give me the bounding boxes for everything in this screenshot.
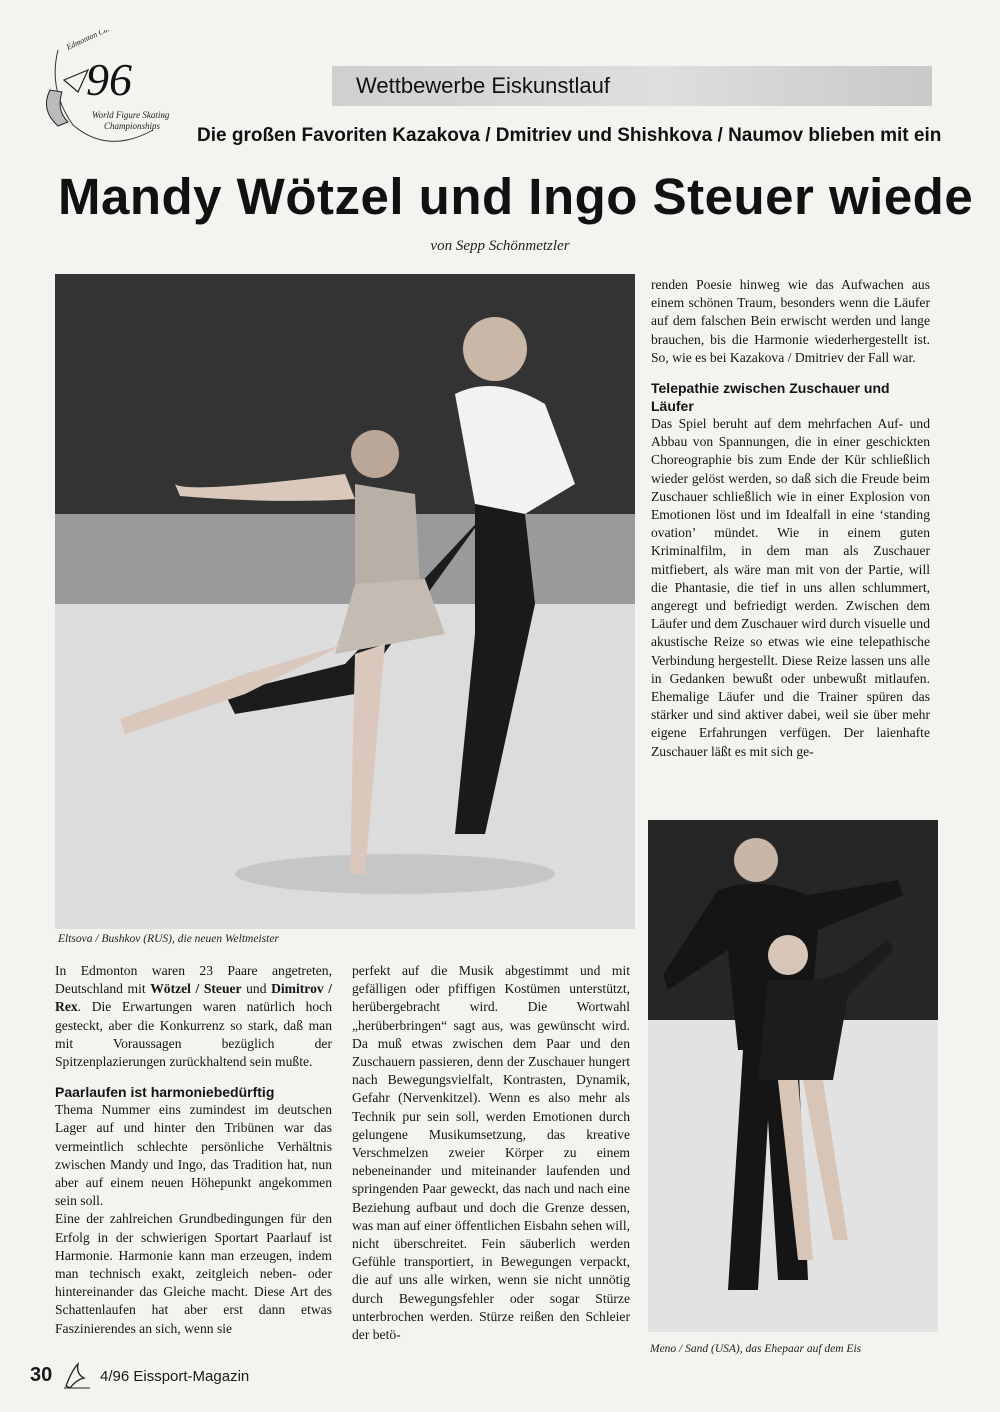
championship-logo: [28, 30, 198, 150]
paragraph: renden Poesie hinweg wie das Aufwachen aus einem schönen Traum, besonders wenn die Läufer auf dem falschen Bein erwischt werden und lange brauchen, bis die Harmonie wiederhergestellt ist. So, wie es bei Kazakova / Dmitriev der Fall war.: [651, 277, 930, 365]
pair-skating-photo-icon: [55, 274, 635, 929]
paragraph: Das Spiel beruht auf dem mehrfachen Auf- und Abbau von Spannungen, die in einer geschickten Choreographie bis zum Ende der Kür schließlich wieder gelöst werden, so daß sich die Freude beim Zuschauer schließlich wie in einer Explosion von Emotionen löst und im Idealfall in eine ‘standing ovation’ mündet. Wie in einem guten Kriminalfilm, in dem man als Zuschauer mitfiebert, als wäre man mit von der Partie, will die Phantasie, die tief in uns allen schlummert, angeregt und befriedigt werden. Zwischen dem Läufer und dem Zuschauer wird durch visuelle und akustische Reize so etwas wie eine telepathische Verbindung hergestellt. Diese Reize lassen uns alle in Gedanken bewußt oder unbewußt mitlaufen. Ehemalige Läufer und die Trainer spüren das stärker und sind aktiver dabei, weil sie über mehr eigene Erfahrungen verfügen. Der laienhafte Zuschauer läßt es mit sich ge-: [651, 416, 930, 759]
photo-pair-skaters-eltsova-bushkov: [55, 274, 635, 929]
subheading: Paarlaufen ist harmoniebedürftig: [55, 1084, 275, 1101]
logo-arc-text: Edmonton Canada: [65, 30, 124, 52]
page-number: 30: [30, 1364, 53, 1386]
paragraph: perfekt auf die Musik abgestimmt und mit gefälligen oder pfiffigen Kostümen unterstützt, herübergebracht wird. Die Wortwahl „herüberbringen“ sagt aus, was gewünscht wird. Da muß etwas zwischen dem Paar und den Zuschauern passieren, denn der Zuschauer hungert nach Bewegungsvielfalt, Kontrasten, Dynamik, Gefahr (Nervenkitzel). Wenn es also mehr als Technik pur sein soll, werden Emotionen durch gelungene Musikumsetzung, das kreative Verschmelzen zweier Körper zu einem nebeneinander und miteinander laufenden und springenden Paar geweckt, das nach und nach eine Beziehung aufbaut und doch die Grenze dessen, was man auf einer öffentlichen Eisbahn sehen will, nicht überschreitet. Fein säuberlich werden Gefühle transportiert, in Bewegungen verpackt, die auf uns alle wirken, wenn sie nicht unnötig durch Bewegungsfehler oder sogar Stürze unterbrochen werden. Stürze reißen den Schleier der betö-: [352, 963, 630, 1343]
logo-number: 96: [86, 54, 132, 105]
paragraph: In Edmonton waren 23 Paare angetreten, Deutschland mit Wötzel / Steuer und Dimitrov / Rex. Die Erwartungen waren natürlich hoch gesteckt, aber die Konkurrenz so stark, daß man mit Voraussagen bezüglich der Spitzenplazierungen zurückhaltend sein mußte.: [55, 963, 333, 1070]
subtitle: Die großen Favoriten Kazakova / Dmitriev und Shishkova / Naumov blieben mit ein: [197, 125, 942, 146]
bold-names: Dimitrov / Rex: [55, 981, 333, 1015]
skater-logo-icon: [28, 30, 198, 150]
article-column-2: [352, 962, 630, 1344]
article-column-1: [55, 962, 332, 1338]
magazine-issue: 4/96 Eissport-Magazin: [100, 1368, 250, 1385]
photo-pair-skaters-meno-sand: [648, 820, 938, 1332]
headline: Mandy Wötzel und Ingo Steuer wiede: [58, 168, 974, 225]
paragraph: Eine der zahlreichen Grundbedingungen für den Erfolg in der schwierigen Sportart Paarlauf ist Harmonie. Harmonie kann man erzeugen, indem man technisch exakt, zeitgleich neben- oder hintereinander das Gleiche macht. Diese Art des Schattenlaufen hat aber erst dann etwas Faszinierendes an sich, wenn sie: [55, 1211, 332, 1336]
logo-line2: Championships: [104, 121, 161, 131]
paragraph: Thema Nummer eins zumindest im deutschen Lager auf und hinter den Tribünen war das vermeintlich schlechte persönliche Verhältnis zwischen Mandy und Ingo, das Tradition hat, nun aber auf einem neuen Höhepunkt angekommen sein soll.: [55, 1102, 332, 1209]
section-label: Wettbewerbe Eiskunstlauf: [332, 66, 932, 106]
pair-skating-photo-icon: [648, 820, 938, 1332]
article-column-3: [651, 276, 930, 761]
bold-names: Wötzel / Steuer: [150, 981, 242, 997]
byline: von Sepp Schönmetzler: [430, 238, 570, 254]
photo2-caption: Meno / Sand (USA), das Ehepaar auf dem Eis: [650, 1343, 862, 1355]
magazine-logo-icon: [62, 1360, 94, 1390]
logo-line1: World Figure Skating: [92, 110, 170, 120]
photo1-caption: Eltsova / Bushkov (RUS), die neuen Weltmeister: [58, 933, 279, 945]
subheading: Telepathie zwischen Zuschauer und Läufer: [651, 380, 890, 415]
